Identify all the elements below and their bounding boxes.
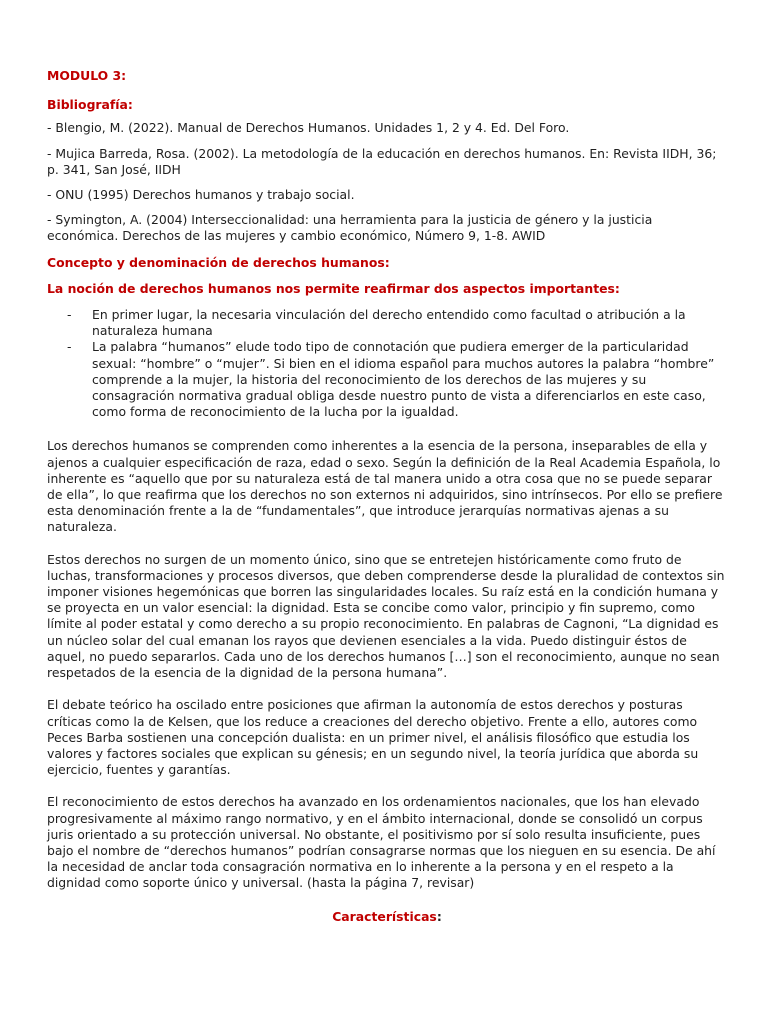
document-page [47,68,727,925]
body-paragraph: Los derechos humanos se comprenden como inherentes a la esencia de la persona, inseparables de ella y ajenos a cualquier especificación de raza, edad o sexo. Según la definición de la Real Academia Española, lo inherente es “aquello que por su naturaleza está de tal manera unido a otra cosa que no se puede separar de ella”, lo que reafirma que los derechos no son externos ni adquiridos, sino intrínsecos. Por ello se prefiere esta denominación frente a la de “fundamentales”, que introduce jerarquías normativas ajenas a su naturaleza. [47,438,723,535]
body-paragraph: Estos derechos no surgen de un momento único, sino que se entretejen históricamente como fruto de luchas, transformaciones y procesos diversos, que deben comprenderse desde la pluralidad de contextos sin imponer visiones hegemónicas que borren las singularidades locales. Su raíz está en la condición humana y se proyecta en un valor esencial: la dignidad. Esta se concibe como valor, principio y fin supremo, como límite al poder estatal y como derecho a su propio reconocimiento. En palabras de Cagnoni, “La dignidad es un núcleo solar del cual emanan los rayos que devienen esenciales a la vida. Puedo distinguir éstos de aquel, no puedo separarlos. Cada uno de los derechos humanos […] son el reconocimiento, aunque no sean respetados de la esencia de la dignidad de la persona humana”. [47,551,725,681]
reference-item: - ONU (1995) Derechos humanos y trabajo social. [47,187,355,203]
characteristics-heading-colon: : [436,908,442,924]
bullet-dash: - [67,339,72,355]
bibliography-heading: Bibliografía: [47,97,133,113]
reference-item: - Blengio, M. (2022). Manual de Derechos Humanos. Unidades 1, 2 y 4. Ed. Del Foro. [47,120,570,136]
notion-heading: La noción de derechos humanos nos permite reafirmar dos aspectos importantes: [47,280,620,296]
module-heading: MODULO 3: [47,68,127,83]
bullet-item [47,307,727,339]
bullet-text: En primer lugar, la necesaria vinculación del derecho entendido como facultad o atribución a la naturaleza humana [92,307,686,339]
bullet-dash: - [67,307,72,323]
bullet-item [47,339,727,420]
characteristics-heading [47,909,727,925]
reference-item: - Mujica Barreda, Rosa. (2002). La metodología de la educación en derechos humanos. En: Revista IIDH, 36; p. 341, San José, IIDH [47,145,717,177]
characteristics-heading-text: Características [332,908,437,924]
reference-item: - Symington, A. (2004) Interseccionalidad: una herramienta para la justicia de género y la justicia económica. Derechos de las mujeres y cambio económico, Número 9, 1-8. AWID [47,212,653,244]
body-paragraph: El debate teórico ha oscilado entre posiciones que afirman la autonomía de estos derechos y posturas críticas como la de Kelsen, que los reduce a creaciones del derecho objetivo. Frente a ello, autores como Peces Barba sostienen una concepción dualista: en un primer nivel, el análisis filosófico que estudia los valores y factores sociales que explican su génesis; en un segundo nivel, la teoría jurídica que aborda su ejercicio, fuentes y garantías. [47,697,699,778]
body-paragraph: El reconocimiento de estos derechos ha avanzado en los ordenamientos nacionales, que los han elevado progresivamente al máximo rango normativo, y en el ámbito internacional, donde se consolidó un corpus juris orientado a su protección universal. No obstante, el positivismo por sí solo resulta insuficiente, pues bajo el nombre de “derechos humanos” podrían consagrarse normas que los nieguen en su esencia. De ahí la necesidad de anclar toda consagración normativa en lo inherente a la persona y en el respeto a la dignidad como soporte único y universal. (hasta la página 7, revisar) [47,794,716,891]
concept-heading: Concepto y denominación de derechos humanos: [47,254,390,270]
bullet-list [47,307,727,420]
bullet-text: La palabra “humanos” elude todo tipo de connotación que pudiera emerger de la particularidad sexual: “hombre” o “mujer”. Si bien en el idioma español para muchos autores la palabra “hombre” comprende a la mujer, la historia del reconocimiento de los derechos de las mujeres y su consagración normativa gradual obliga desde nuestro punto de vista a diferenciarlos en este caso, como forma de reconocimiento de la lucha por la igualdad. [92,339,715,420]
